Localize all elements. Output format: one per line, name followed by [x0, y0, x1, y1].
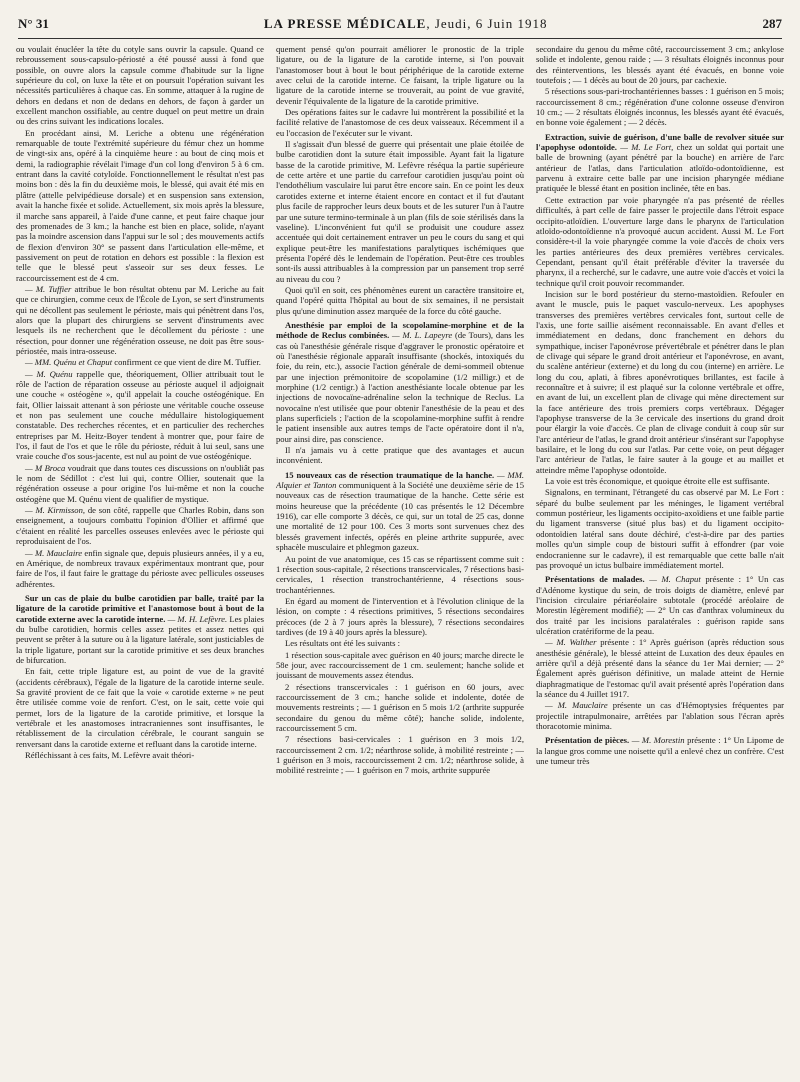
author-name: — M. L. Lapeyre: [389, 330, 453, 341]
paragraph-text: présente un cas d'Hémoptysies fréquentes par projectile intrapulmonaire, arrêtées par l'ablation sous l'écran après thoracotomie minima.: [536, 700, 784, 731]
section-paragraph: [536, 132, 784, 194]
body-paragraph: secondaire du genou du même côté, raccourcissement 3 cm.; ankylose solide et indolente, genou raide ; — 3 résultats éloignés inconnus pour des réinterventions, les blessés ayant été évacués, en bonne voie toutefois ; — 1 décès au bout de 20 jours, par cachexie.: [536, 44, 784, 86]
body-paragraph: Quoi qu'il en soit, ces phénomènes eurent un caractère transitoire et, quand l'opéré quitta l'hôpital au bout de six semaines, il ne persistait plus qu'une diminution assez marquée de la force du côté gauche.: [276, 284, 524, 316]
body-paragraph: Cette extraction par voie pharyngée n'a pas présenté de réelles difficultés, à part celle de faire passer le projectile dans l'étroit espace occipito-atloïdien. L'ouverture large dans le pharynx de l'articulation atloïdo-odontoïdienne n'a provoqué aucun accident. Aussi M. Le Fort considère-t-il la voie pharyngée comme la voie d'accès de choix vers les parties antérieures des deux premières vertèbres cervicales. Cependant, pensant qu'il était préférable d'éviter la traversée du pharynx, il a recherché, sur le cadavre, une autre voie d'accès et voici la technique qu'il croit pouvoir recommander.: [536, 194, 784, 288]
body-paragraph: 5 résections sous-pari-trochantériennes basses : 1 guérison en 5 mois; raccourcissement 8 cm.; régénération d'une colonne osseuse d'environ 10 cm.; — 2 résultats éloignés inconnus, les blessés ayant été évacués, en bonne voie également ; — 2 décès.: [536, 86, 784, 128]
body-paragraph: ou voulait énucléer la tête du cotyle sans ouvrir la capsule. Quand ce rebroussement sous-capsulo-périosté a été poussé aussi à fond que possible, on ouvre alors la capsule comme d'habitude sur la ligne supérieure du col, on luxe la tête et on poursuit l'opération suivant les nécessités particulières à chaque cas. En somme, attaquer à la rugine de dehors en dedans et non de dedans en dehors, de façon à garder un excellent manchon ossifiable, au centre duquel on peut mettre un drain ou des crins suivant les indications locales.: [16, 44, 264, 127]
section-title: Présentation de pièces.: [545, 735, 630, 746]
section-title: Sur un cas de plaie du bulbe carotidien par balle, traité par la ligature de la carotide primitive et l'anastomose bout à bout de la carotide externe avec la carotide interne.: [16, 592, 264, 624]
section-paragraph: [276, 320, 524, 444]
speaker-name: — M. Mauclaire: [25, 547, 83, 558]
body-paragraph: En fait, cette triple ligature est, au point de vue de la gravité (accidents cérébraux), l'égale de la ligature de la carotide interne seule. Sa gravité provient de ce fait que la voie « carotide externe » ne peut être utilisée comme voie de renfort. C'est, on le sait, cette voie qui permet, lors de la ligature de la carotide primitive, et lorsque la vertébrale et les anastomoses intracraniennes sont insuffisantes, le rétablissement de la circulation cérébrale, le courant sanguin se renversant dans la carotide externe et refluant dans la carotide interne.: [16, 666, 264, 749]
speaker-paragraph: [16, 357, 264, 367]
section-title: 15 nouveaux cas de résection traumatique de la hanche.: [285, 469, 495, 480]
section-paragraph: [536, 735, 784, 766]
column-left: [16, 44, 264, 1074]
speaker-paragraph: [16, 284, 264, 356]
paragraph-text: présente : 1° Un Lipome de la langue gros comme une noisette qu'il a enlevé chez un confrère. C'est une tumeur très: [536, 735, 784, 767]
speaker-paragraph: [16, 463, 264, 504]
section-title: Anesthésie par emploi de la scopolamine-morphine et de la méthode de Reclus combinées.: [276, 319, 524, 341]
speaker-paragraph: [536, 637, 784, 699]
body-paragraph: La voie est très économique, et quoique étroite elle est suffisante.: [545, 476, 770, 487]
paragraph-text: présente : 1° Après guérison (après réduction sous anesthésie générale), le blessé atteint de Luxation des deux épaules en arrière qu'il a déjà présenté dans la séance du 1er Mai dernier; — 2° Également après guérison définitive, un malade atteint de Hernie diaphragmatique de l'estomac qu'il avait présenté après l'opération dans la séance du 4 Juillet 1917.: [536, 637, 784, 699]
body-paragraph: Il s'agissait d'un blessé de guerre qui présentait une plaie étoilée de bulbe carotidien dont la suture était impossible. Ayant fait la ligature basse de la carotide primitive, M. Lefèvre réséqua la partie supérieure de cette artère et une partie du carrefour carotidien jusqu'au point où l'endothélium vasculaire lui parut être encore sain. En ce point les deux carotides externe et interne étaient encore en contact et il fut d'autant plus facile de rapprocher leurs deux bouts et de les suturer l'un à l'autre par une suture termino-terminale à un plan (fils de soie stérilisés dans la vaseline). L'inconvénient fut qu'il se produisit une coudure assez accentuée qui doit certainement entraver un peu le cours du sang et qui explique peut-être les manifestations paralytiques ischémiques que présenta l'opéré dès le lendemain de l'opération. Peut-être ces troubles sont-ils aussi attribuables à la compression par un pansement trop serré au niveau du cou ?: [276, 139, 524, 284]
speaker-name: — M. Walther: [545, 637, 597, 648]
speaker-name: — MM. Quénu et Chaput: [25, 357, 113, 368]
paragraph-text: confirment ce que vient de dire M. Tuffier.: [112, 357, 261, 368]
issue-number: N° 31: [18, 16, 49, 31]
body-paragraph: 1 résection sous-capitale avec guérison en 40 jours; marche directe le 58e jour, avec raccourcissement de 1 cm. seulement; hanche solide et jouissant de mouvements assez étendus.: [276, 649, 524, 681]
author-name: — MM. Alquier et Tanton: [276, 469, 524, 491]
body-paragraph: Incision sur le bord postérieur du sterno-mastoïdien. Refouler en avant le muscle, puis le paquet vasculo-nerveux. Les apophyses transverses des premières vertèbres cervicales font, surtout celle de l'axis, une forte saillie aisément reconnaissable. En avant d'elles et immédiatement en dedans, donc franchement en dehors du sympathique, inciser l'aponévrose prévertébrale et pénétrer dans le plan de clivage qui sépare le grand droit antérieur et l'aponévrose, en avant, du scalène antérieur (externe) et du long du cou (interne) en arrière. Le long du cou, aplati, à fibres aponévrotiques brillantes, est facile à reconnaître et à suivre; il est plaqué sur la colonne vertébrale et offre, en avant de lui, un excellent plan de clivage qui mène directement sur la face antérieure des trois premiers corps vertébraux. Dégager l'apophyse transverse de la 3e cervicale des insertions du grand droit pour élargir la voie d'accès. Ce plan de clivage conduit à coup sûr sur l'arc antérieur de l'atlas, le grand droit antérieur s'insérant sur l'apophyse basilaire, et le long du cou sur l'atlas. Par cette voie, on peut dégager l'arc antérieur de l'atlas, le faire sauter à la gouge et au maillet et atteindre même l'apophyse odontoïde.: [536, 288, 784, 475]
body-paragraph: 2 résections transcervicales : 1 guérison en 60 jours, avec raccourcissement de 3 cm.; hanche solide et indolente, dotée de mouvements restreints ; — 1 guérison en 5 mois 1/2 (arthrite suppurée secondaire du genou du même côté); hanche solide, indolente, raccourcissement 5 cm.: [276, 681, 524, 733]
speaker-paragraph: [16, 505, 264, 546]
paragraph-text: , chez un soldat qui portait une balle de browning (ayant pénétré par la bouche) en arrière de l'arc antérieur de l'atlas, dans l'articulation atloïdo-odontoïdienne, est parvenu à extraire cette balle par une incision pharyngée médiane pratiquée le blessé étant en position inclinée, tête en bas.: [536, 142, 784, 194]
body-paragraph: Des opérations faites sur le cadavre lui montrèrent la possibilité et la facilité relative de l'anastomose de ces deux vaisseaux. Récemment il a eu l'occasion de l'exécuter sur le vivant.: [276, 107, 524, 138]
author-name: — M. Morestin: [629, 735, 685, 746]
page-header: [18, 16, 782, 36]
paragraph-text: (de Tours), dans les cas où l'anesthésie générale risque d'aggraver le pronostic opératoire et où l'anesthésie régionale apparaît insuffisante (shockés, intoxiqués du foie, du rein, etc.), associe l'action générale de demi-sommeil obtenue par une injection prémonitoire de scopolamine (1/2 milligr.) et de morphine (1/2 centigr.) à l'action anesthésiante locale obtenue par les injections de novocaïne-adrénaline selon la technique de Reclus. La novocaïne n'est utilisée que pour obtenir l'anesthésie de la peau et des plans superficiels ; l'action de la scopolamine-morphine suffit à rendre le patient insensible aux autres temps de l'acte opératoire dont il n'a, pour ainsi dire, pas conscience.: [276, 330, 524, 444]
paragraph-text: , de son côté, rappelle que Charles Robin, dans son enseignement, a toujours combattu l'opinion d'Ollier et affirmé que c'étaient en réalité les parcelles osseuses enlevées avec le périoste qui reproduisaient de l'os.: [16, 505, 264, 547]
speaker-paragraph: [536, 700, 784, 731]
section-title: Extraction, suivie de guérison, d'une balle de revolver située sur l'apophyse odontoïde.: [536, 131, 784, 153]
section-paragraph: [16, 593, 264, 665]
paragraph-text: rappelle que, théoriquement, Ollier attribuait tout le rôle de l'action de réparation osseuse au périoste auquel il adjoignait une couche « ostéogène », qu'il appelait la couche ostéogénique. En fait, Ollier laissait attenant à son périoste une véritable couche osseuse et non pas seulement une couche médullaire histologiquement constatable. Des recherches récentes, et en particulier des recherches entreprises par M. Heitz-Boyer tendent à montrer que, pour faire de l'os, il faut de l'os et que le rôle du périoste, réduit à lui seul, sans une vraie couche d'os sous-jacente, est nul au point de vue ostéogénique.: [16, 368, 264, 462]
body-paragraph: En procédant ainsi, M. Leriche a obtenu une régénération remarquable de toute l'extrémité supérieure du fémur chez un homme de vingt-six ans, opéré à la cinquième heure : au bout de cinq mois et demi, la radiographie révélait l'image d'un col long d'environ 5 à 6 cm. entrant dans la cavité cotyloïde. Fonctionnellement le résultat n'est pas moins bon : dès la fin du deuxième mois, le blessé, qui avait été mis en plâtre (attelle pelvipédieuse dorsale) et en suspension sans extension, avait la hanche fixée et solide. Actuellement, six mois après la blessure, il marche sans appareil, à l'aide d'une canne, et peut faire chaque jour des promenades de 3 km.; la hanche est bien en place, solide, n'ayant pas la moindre ascension dans l'appui sur le sol ; des mouvements actifs de flexion d'environ 30° se passent dans l'articulation elle-même, et passivement on peut de rotation en dehors est possible : la flexion est telle que le blessé peut s'asseoir sur ses deux fesses. Le raccourcissement est de 4 cm.: [16, 127, 264, 283]
speaker-name: — M Broca: [25, 462, 66, 473]
page-number: 287: [762, 16, 782, 31]
section-paragraph: [276, 470, 524, 553]
paragraph-text: Les plaies du bulbe carotidien, hormis celles assez petites et assez nettes qui peuvent se prêter à la suture ou à la ligature latérale, sont justiciables de la triple ligature, portant sur la carotide primitive et ses deux branches de bifurcation.: [16, 613, 264, 665]
paragraph-text: communiquent à la Société une deuxième série de 15 nouveaux cas de résection traumatique de la hanche. Cette série est moins heureuse que la précédente (10 cas présentés le 12 Décembre 1916), car elle comporte 3 décès, ce qui, sur un total de 25 cas, donne une mortalité de 12 pour 100. Ces 3 morts sont survenues chez des blessés gravement infectés, opérés en pleine arthrite suppurée, avec sphacèle musculaire et phlegmon gazeux.: [276, 480, 524, 553]
speaker-name: — M. Quénu: [25, 368, 73, 379]
speaker-paragraph: [16, 369, 264, 462]
body-paragraph: Les résultats ont été les suivants :: [285, 638, 401, 649]
speaker-name: — M. Tuffier: [25, 283, 72, 294]
body-paragraph: Au point de vue anatomique, ces 15 cas se répartissent comme suit : 1 résection sous-capitale, 2 résections transcervicales, 7 résections basi-cervicales, 1 résection transtrochantérienne, 4 résections sous-trochantériennes.: [276, 553, 524, 595]
paragraph-text: attribue le bon résultat obtenu par M. Leriche au fait que ce chirurgien, comme ceux de l'École de Lyon, se sert d'instruments qui ne décollent pas seulement le périoste, mais qui pénètrent dans l'os, alors que la plupart des chirurgiens se servent d'instruments avec lesquels ils ne recherchent que le décollement du périoste : une résection, pour donner une régénération osseuse, ne doit pas être sous-périostée, mais intra-osseuse.: [16, 283, 264, 356]
journal-title: LA PRESSE MÉDICALE: [263, 16, 427, 31]
issue-date: , Jeudi, 6 Juin 1918: [426, 16, 548, 31]
body-paragraph: quement pensé qu'on pourrait améliorer le pronostic de la triple ligature, ou de la ligature de la carotide interne, si l'on pouvait l'anastomoser bout à bout le bout périphérique de la carotide externe avec celui de la carotide interne. Ce faisant, la triple ligature ou la ligature de la carotide interne se trouverait, au point de vue gravité, devenir l'équivalente de la ligature de la carotide primitive.: [276, 44, 524, 106]
author-name: — M. Le Fort: [616, 142, 672, 153]
speaker-name: — M. Kirmisson: [25, 505, 83, 516]
body-paragraph: Signalons, en terminant, l'étrangeté du cas observé par M. Le Fort : séparé du bulbe seulement par les méninges, le ligament vertébral commun postérieur, les ligaments occipito-axoïdiens et une faible partie du ligament transverse (situé plus bas) et du ligament occipito-odontoïdien latéral sans doute déchiré, c'est-à-dire par des parties molles qu'un simple coup de bistouri suffit à effondrer (par voie endocranienne sur le cadavre), il est remarquable que cette balle n'ait pas provoqué un ictus bulbaire immédiatement mortel.: [536, 487, 784, 570]
column-middle: [276, 44, 524, 1074]
column-right: [536, 44, 784, 1074]
body-paragraph: En égard au moment de l'intervention et à l'évolution clinique de la lésion, on compte : 4 résections primitives, 5 résections secondaires précoces (de 2 à 7 jours après la blessure), 7 résections secondaires tardives (de 19 à 40 jours après la blessure).: [276, 595, 524, 637]
author-name: — M. H. Lefèvre.: [165, 613, 228, 624]
speaker-name: — M. Mauclaire: [545, 700, 608, 711]
body-paragraph: Il n'a jamais vu à cette pratique que des avantages et aucun inconvénient.: [276, 445, 524, 466]
body-paragraph: Réfléchissant à ces faits, M. Lefèvre avait théori-: [25, 750, 195, 761]
speaker-paragraph: [16, 548, 264, 589]
section-paragraph: [536, 574, 784, 636]
body-paragraph: 7 résections basi-cervicales : 1 guérison en 3 mois 1/2, raccourcissement 2 cm. 1/2; néarthrose solide, à mobilité restreinte ; — 1 guérison en 3 mois, raccourcissement 2 cm. 1/2; néarthrose solide, à mobilité restreinte ; — 1 guérison en 7 mois, arthrite suppurée: [276, 734, 524, 776]
running-title: [264, 16, 548, 32]
header-rule: [18, 38, 782, 39]
author-name: — M. Chaput: [644, 574, 701, 585]
paragraph-text: présente : 1° Un cas d'Adénome kystique du sein, de trois doigts de diamètre, enlevé par l'incision circulaire périaréolaire subtotale (procédé aréolaire de Morestin légèrement modifié); — 2° Un cas d'anthrax volumineux du dos traité par les incisions paralatérales : guérison rapide sans ulcération cratériforme de la peau.: [536, 574, 784, 636]
paragraph-text: enfin signale que, depuis plusieurs années, il y a eu, en Amérique, de nombreux travaux expérimentaux montrant que, pour faire de l'os, il faut faire le grattage du périoste avec pellicules osseuses adhérentes.: [16, 547, 264, 589]
paragraph-text: voudrait que dans toutes ces discussions on n'oubliât pas le nom de Sédillot : c'est lui qui, contre Ollier, soutenait que la régénération osseuse a pour origine l'os lui-même et non la couche ostéogène que M. Quénu vient de qualifier de mystique.: [16, 462, 264, 504]
section-title: Présentations de malades.: [545, 574, 645, 585]
